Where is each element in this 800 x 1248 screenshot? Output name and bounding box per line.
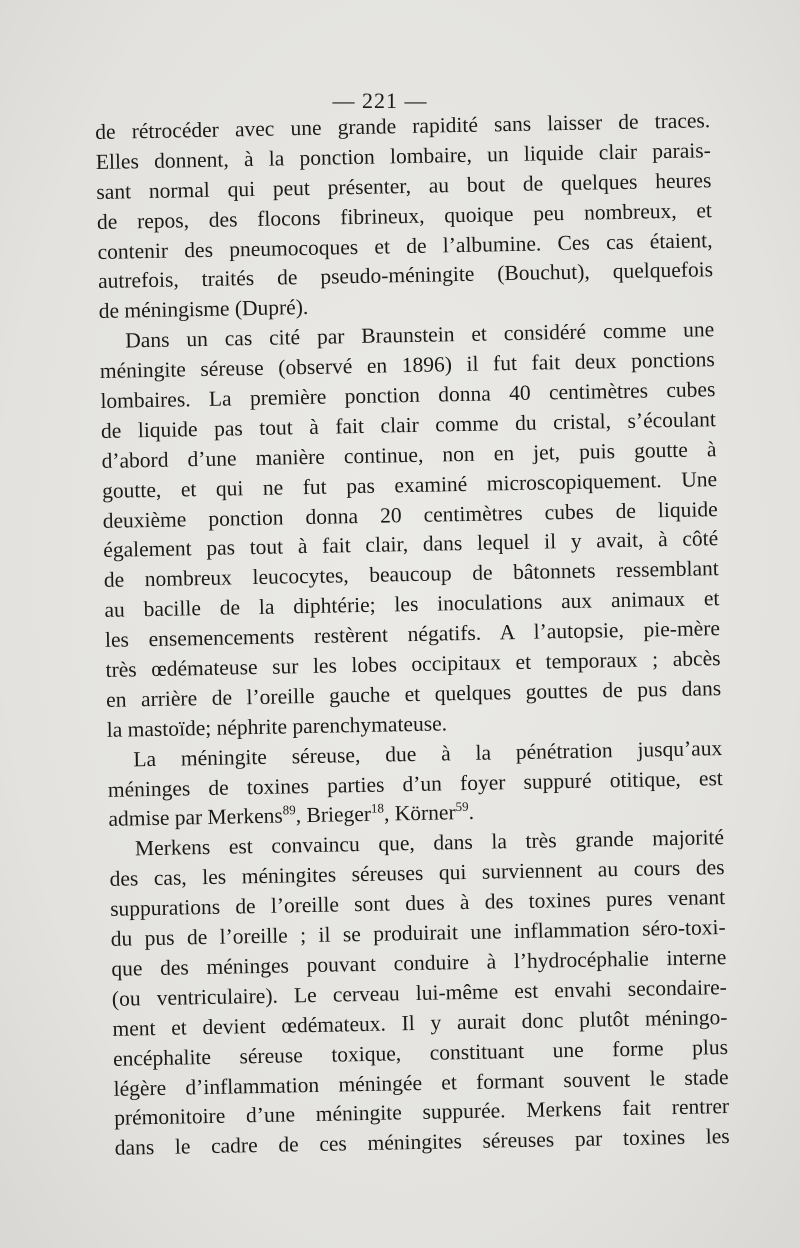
text-line: ment et devient œdémateux. Il y aurait donc plutôt méningo-	[112, 1004, 728, 1041]
text-line: sant normal qui peut présenter, au bout de quelques heures	[96, 167, 712, 204]
text-line: méninges de toxines parties d’un foyer suppuré otitique, est	[107, 765, 724, 802]
text-line: très œdémateuse sur les lobes occipitaux et temporaux ; abcès	[105, 646, 721, 682]
text-line: des cas, les méningites séreuses qui surviennent au cours des	[109, 855, 725, 892]
text-line: la mastoïde; néphrite parenchymateuse.	[106, 711, 448, 742]
text-line: du pus de l’oreille ; il se produirait une inflammation séro-toxi-	[110, 915, 726, 951]
text-line: en arrière de l’oreille gauche et quelques gouttes de pus dans	[105, 676, 722, 712]
text-line: contenir des pneumocoques et de l’albumine. Ces cas étaient,	[97, 227, 713, 264]
text-line: Merkens est convaincu que, dans la très grande majorité	[134, 825, 725, 861]
text-line: légère d’inflammation méningée et formant souvent le stade	[113, 1064, 729, 1101]
text-line: Dans un cas cité par Braunstein et considéré comme une	[125, 317, 715, 353]
text-line: de rétrocéder avec une grande rapidité sans laisser de traces.	[95, 108, 711, 144]
paragraph-1	[95, 106, 714, 327]
paragraph-3	[107, 734, 724, 835]
text-line: les ensemencements restèrent négatifs. A l’autopsie, pie-mère	[104, 616, 721, 653]
text-line: deuxième ponction donna 20 centimètres cubes de liquide	[102, 496, 718, 533]
paragraph-4	[109, 823, 730, 1164]
text-line: autrefois, traités de pseudo-méningite (Bouchut), quelquefois	[97, 257, 714, 294]
text-line: que des méninges pouvant conduire à l’hydrocéphalie interne	[111, 944, 727, 981]
text-line: prémonitoire d’une méningite suppurée. Merkens fait rentrer	[113, 1094, 730, 1131]
text-line: goutte, et qui ne fut pas examiné microscopiquement. Une	[101, 466, 718, 503]
text-line: lombaires. La première ponction donna 40 centimètres cubes	[100, 377, 716, 413]
reference-number: 18	[370, 800, 385, 817]
text-line: encéphalite séreuse toxique, constituant une forme plus	[112, 1034, 729, 1071]
text-line: méningite séreuse (observé en 1896) il fut fait deux ponctions	[99, 347, 715, 384]
page-number: — 221 —	[332, 88, 428, 113]
citation-text: , Brieger	[295, 802, 372, 828]
reference-number: 89	[282, 802, 296, 818]
text-line: d’abord d’une manière continue, non en jet, puis goutte à	[101, 436, 717, 473]
body-text	[95, 106, 730, 1164]
text-line: Elles donnent, à la ponction lombaire, un liquide clair parais-	[95, 138, 711, 174]
citation-text: , Körner	[383, 800, 456, 827]
text-line: La méningite séreuse, due à la pénétration jusqu’aux	[133, 735, 723, 772]
paragraph-2	[99, 315, 722, 745]
text-line: de repos, des flocons fibrineux, quoique peu nombreux, et	[96, 197, 713, 234]
text-line: (ou ventriculaire). Le cerveau lui-même est envahi secondaire-	[111, 974, 728, 1011]
text-line: suppurations de l’oreille sont dues à des toxines pures venant	[109, 885, 726, 922]
reference-number: 59	[455, 799, 469, 815]
citation-text: admise par Merkens	[108, 804, 284, 832]
citation-text: .	[468, 800, 475, 825]
text-line: de nombreux leucocytes, beaucoup de bâtonnets ressemblant	[103, 556, 719, 593]
text-line: dans le cadre de ces méningites séreuses par toxines les	[114, 1124, 730, 1161]
text-line: au bacille de la diphtérie; les inoculations aux animaux et	[104, 586, 720, 623]
text-line: également pas tout à fait clair, dans lequel il y avait, à côté	[103, 526, 719, 563]
text-line: de méningisme (Dupré).	[98, 295, 309, 324]
text-line: de liquide pas tout à fait clair comme du cristal, s’écoulant	[100, 407, 717, 443]
